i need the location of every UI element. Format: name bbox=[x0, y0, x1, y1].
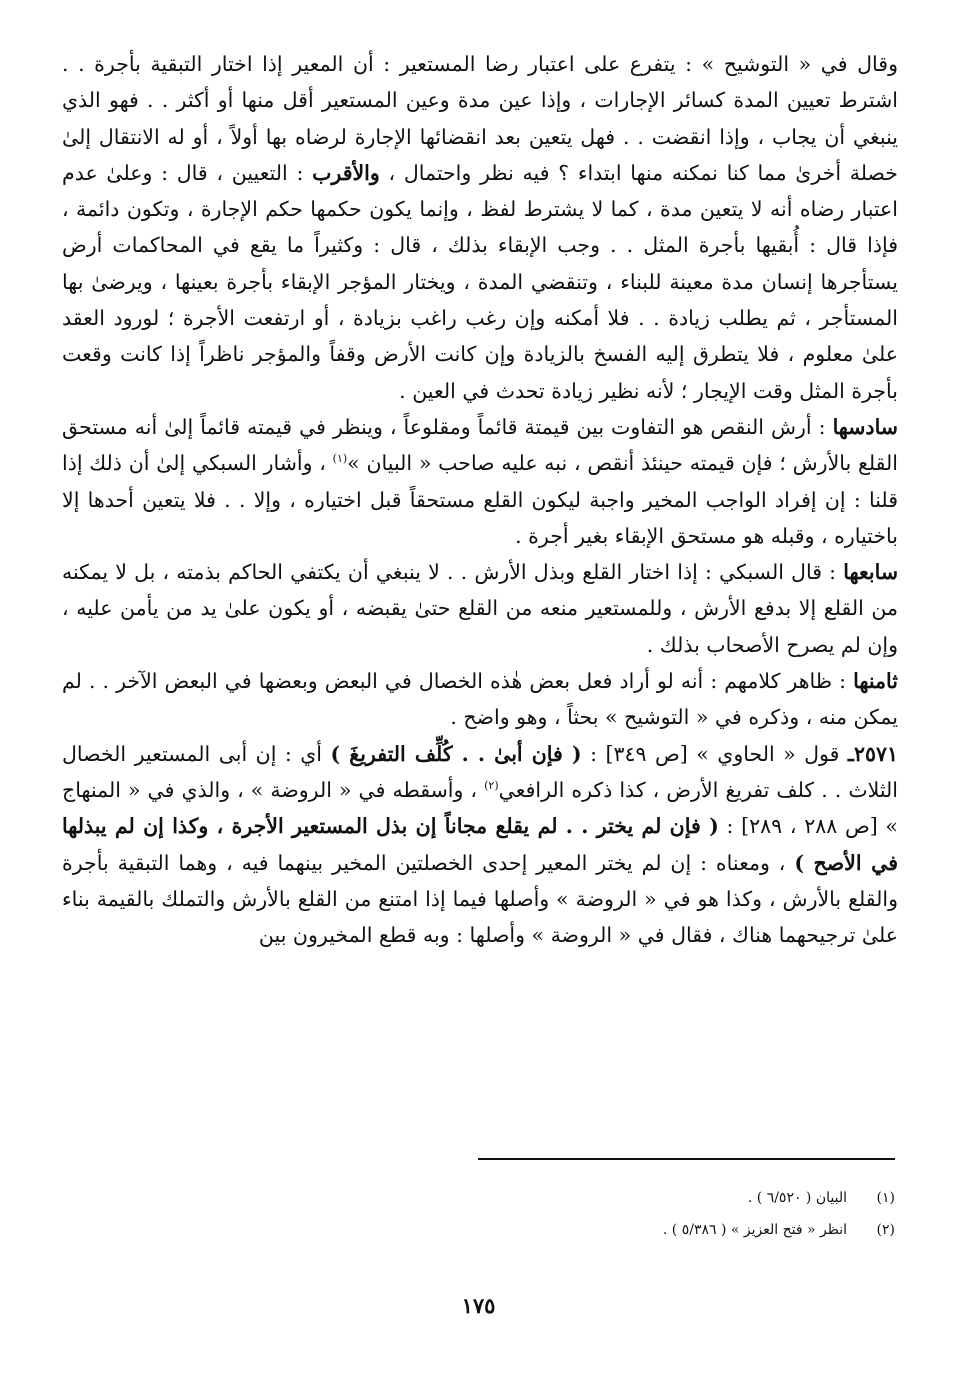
main-text bbox=[62, 46, 898, 953]
paragraph-7: سابعها : قال السبكي : إذا اختار القلع وبذل الأرش . . لا ينبغي أن يكتفي الحاكم بذمته ، بل لا يمكنه من القلع إلا بدفع الأرش ، وللمستعير منعه من القلع حتىٰ يقبضه ، أو يكون علىٰ يد من يأمن عليه ، وإن لم يصرح الأصحاب بذلك . bbox=[62, 560, 898, 657]
footnote-2: (٢) انظر « فتح العزيز » ( ٥/٣٨٦ ) . bbox=[662, 1222, 895, 1238]
entry-number: ٢٥٧١ـ bbox=[847, 741, 898, 766]
paragraph-8: ثامنها : ظاهر كلامهم : أنه لو أراد فعل بعض هٰذه الخصال في البعض وبعضها في البعض الآخر . . لم يمكن منه ، وذكره في « التوشيح » بحثاً ، وهو واضح . bbox=[62, 669, 898, 730]
footnotes bbox=[295, 1182, 895, 1246]
section-heading-7: سابعها bbox=[843, 560, 898, 585]
page-number: ١٧٥ bbox=[461, 1293, 496, 1318]
footnote-ref-1: (١) bbox=[332, 452, 348, 466]
footnote-1: (١) البيان ( ٦/٥٢٠ ) . bbox=[747, 1190, 895, 1206]
section-heading-8: ثامنها bbox=[853, 669, 898, 694]
footnote-separator bbox=[478, 1158, 895, 1160]
bold-term: والأقرب bbox=[312, 160, 380, 185]
paragraph-6: سادسها : أرش النقص هو التفاوت بين قيمتة قائماً ومقلوعاً ، وينظر في قيمته قائماً إلىٰ أنه مستحق القلع بالأرش ؛ فإن قيمته حينئذ أنقص ، نبه عليه صاحب « البيان »$^{(١)}$ ، وأشار السبكي إلىٰ أن ذلك إذا قلنا : إن إفراد الواجب المخير واجبة ليكون القلع مستحقاً قبل اختياره ، وإلا . . فلا يتعين أحدها إلا باختياره ، وقبله هو مستحق الإبقاء بغير أجرة . bbox=[62, 414, 898, 548]
quote-minhaj: ( فإن لم يختر . . لم يقلع مجاناً إن بذل المستعير الأجرة ، وكذا إن لم يبذلها في الأصح ) bbox=[62, 814, 898, 875]
paragraph-1: وقال في « التوشيح » : يتفرع على اعتبار رضا المستعير : أن المعير إذا اختار التبقية بأجرة . . اشترط تعيين المدة كسائر الإجارات ، وإذا عين مدة وعين المستعير أقل منها أو أكثر . . فهو الذي ينبغي أن يجاب ، وإذا انقضت . . فهل يتعين بعد انقضائها الإجارة لرضاه بها أولاً ، أو له الانتقال إلىٰ خصلة أخرىٰ مما كنا نمكنه منها ابتداء ؟ فيه نظر واحتمال ، والأقرب : التعيين ، قال : وعلىٰ عدم اعتبار رضاه أنه لا يتعين مدة ، كما لا يشترط لفظ ، وإنما يكون حكمها حكم الإجارة ، وتكون دائمة ، فإذا قال : أُبقيها بأجرة المثل . . وجب الإبقاء بذلك ، قال : وكثيراً ما يقع في المحاكمات أرض يستأجرها إنسان مدة معينة للبناء ، وتنقضي المدة ، ويختار المؤجر الإبقاء بأجرة بعينها ، ويرضىٰ بها المستأجر ، ثم يطلب زيادة . . فلا أمكنه وإن رغب راغب بزيادة ، أو ارتفعت الأجرة ؛ لورود العقد علىٰ معلوم ، فلا يتطرق إليه الفسخ بالزيادة وإن كانت الأرض وقفاً والمؤجر ناظراً إذا كانت وقعت بأجرة المثل وقت الإيجار ؛ لأنه نظير زيادة تحدث في العين . bbox=[62, 52, 899, 403]
section-heading-6: سادسها bbox=[832, 414, 898, 439]
footnote-ref-2: (٢) bbox=[484, 779, 499, 793]
quote-hawi: ( فإن أبىٰ . . كُلِّف التفريغَ ) bbox=[330, 741, 582, 766]
paragraph-2571: ٢٥٧١ـ قول « الحاوي » [ص ٣٤٩] : ( فإن أبىٰ . . كُلِّف التفريغَ ) أي : إن أبى المستعير الخصال الثلاث . . كلف تفريغ الأرض ، كذا ذكره الرافعي$^{(٢)}$ ، وأسقطه في « الروضة » ، والذي في « المنهاج » [ص ٢٨٨ ، ٢٨٩] : ( فإن لم يختر . . لم يقلع مجاناً إن بذل المستعير الأجرة ، وكذا إن لم يبذلها في الأصح ) ، ومعناه : إن لم يختر المعير إحدى الخصلتين المخير بينهما فيه ، وهما التبقية بأجرة والقلع بالأرش ، وكذا هو في « الروضة » وأصلها فيما إذا امتنع من القلع بالأرش والتملك بالقيمة بناء علىٰ ترجيحهما هناك ، فقال في « الروضة » وأصلها : وبه قطع المخيرون بين bbox=[62, 741, 898, 948]
